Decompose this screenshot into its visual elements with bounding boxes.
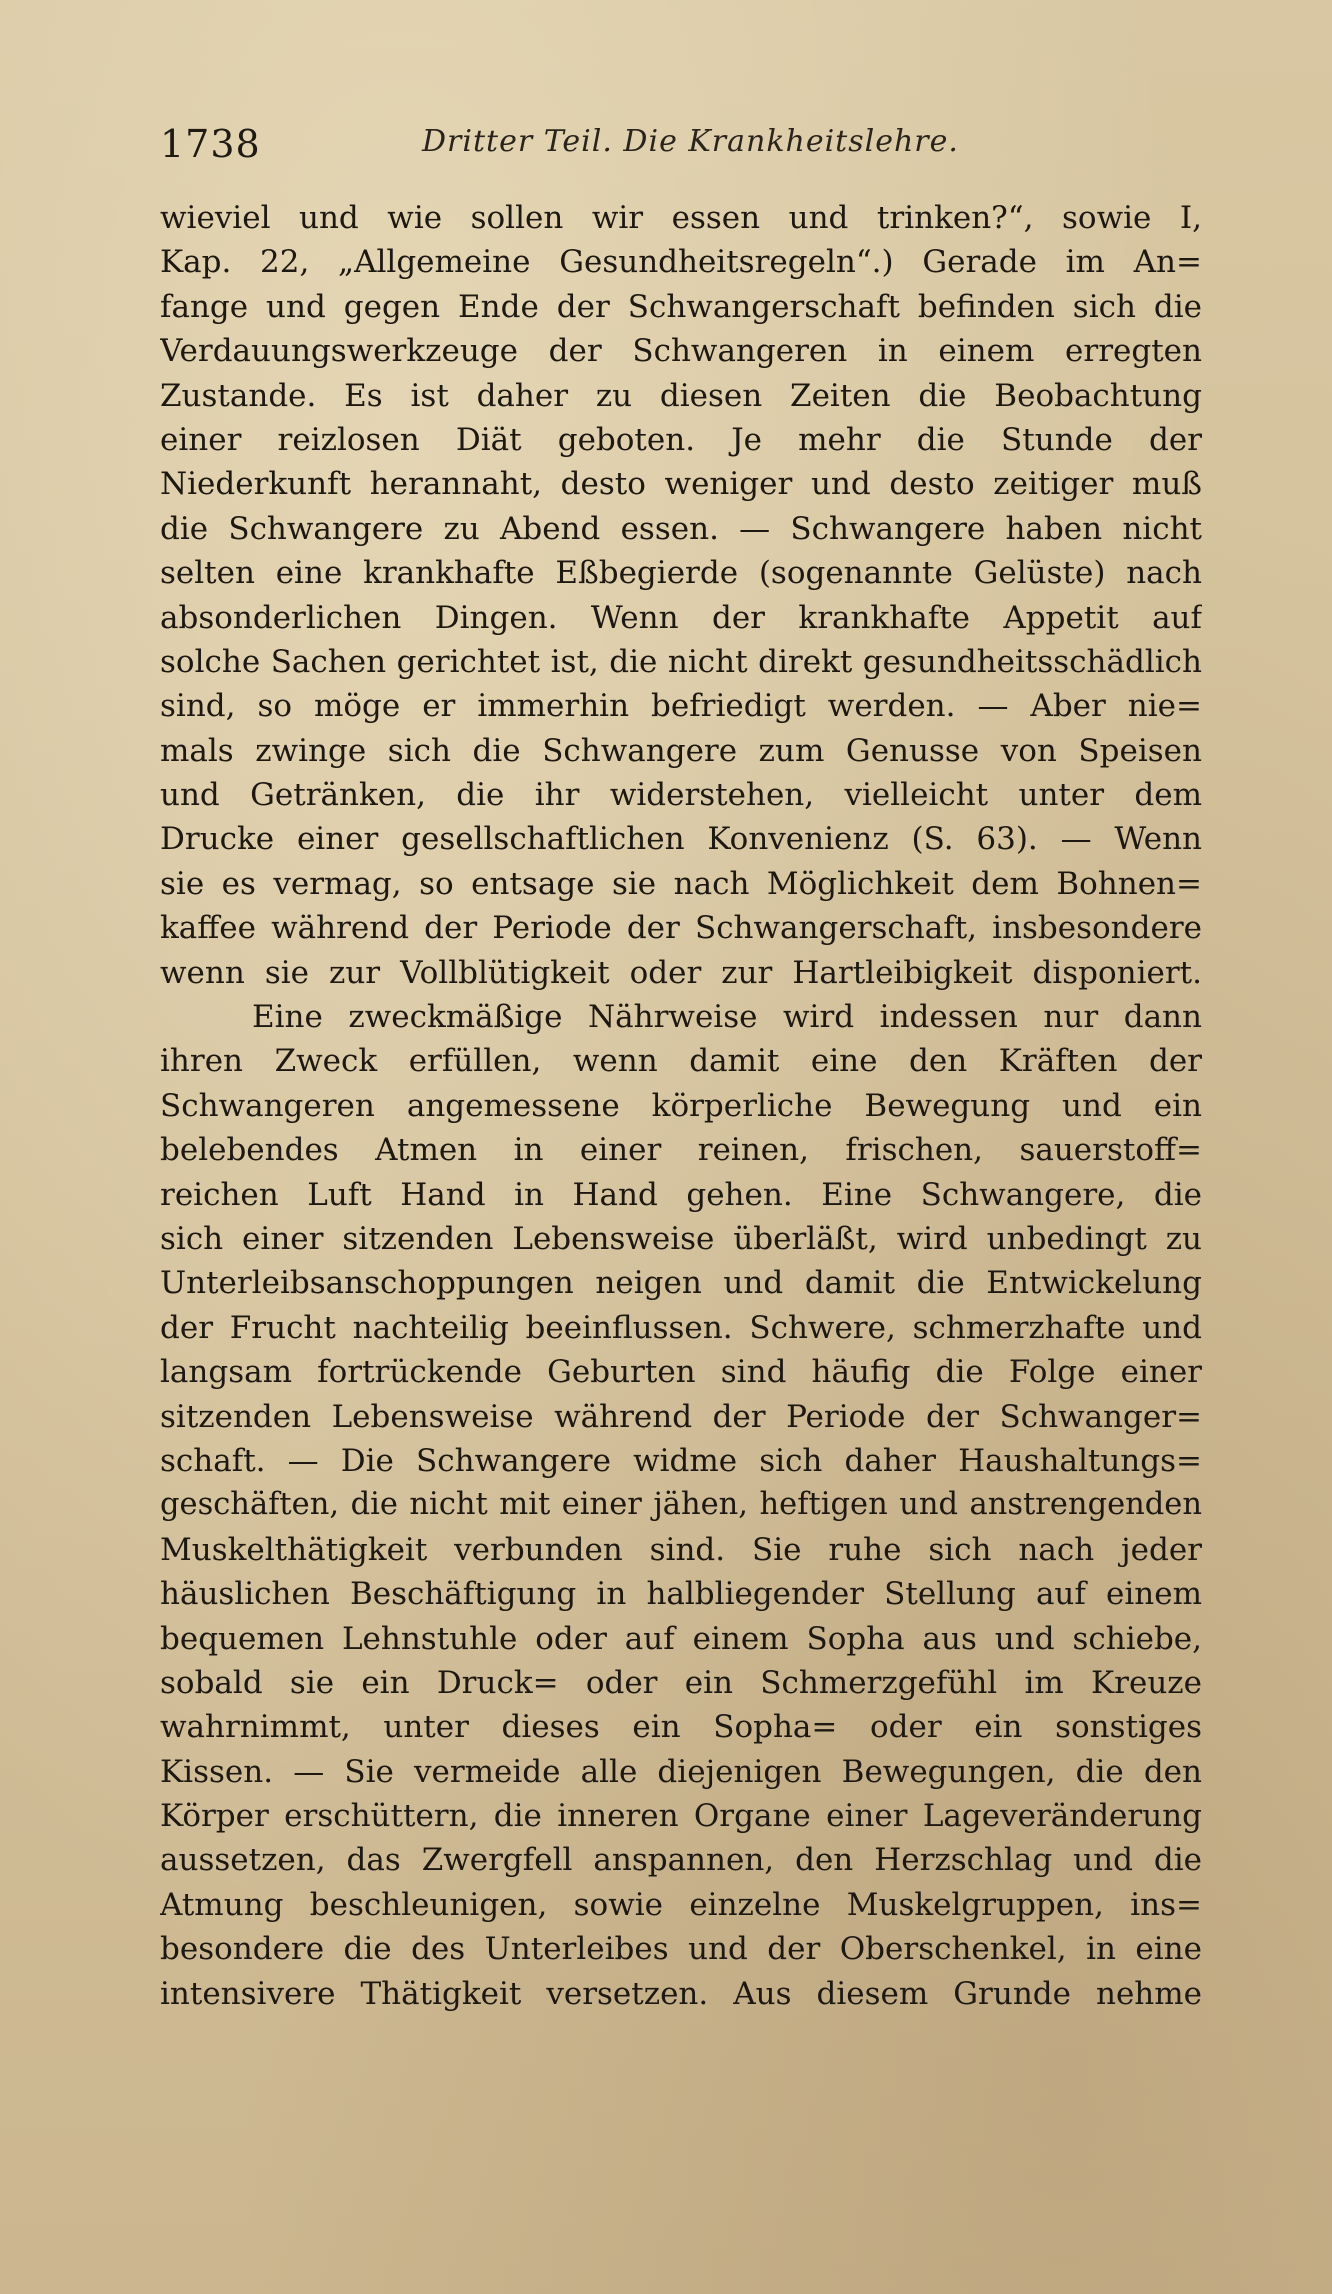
text-line: reichen Luft Hand in Hand gehen. Eine Schwangere, die: [160, 1176, 1202, 1213]
text-line: sobald sie ein Druck= oder ein Schmerzgefühl im Kreuze: [160, 1664, 1202, 1701]
text-line: sitzenden Lebensweise während der Periode der Schwanger=: [160, 1398, 1202, 1435]
text-line: Verdauungswerkzeuge der Schwangeren in einem erregten: [160, 333, 1202, 370]
text-line: belebendes Atmen in einer reinen, frischen, sauerstoff=: [160, 1132, 1202, 1169]
text-line: wahrnimmt, unter dieses ein Sopha= oder ein sonstiges: [160, 1709, 1202, 1746]
text-line: absonderlichen Dingen. Wenn der krankhafte Appetit auf: [160, 599, 1202, 636]
text-line: geschäften, die nicht mit einer jähen, heftigen und anstrengenden: [160, 1487, 1202, 1523]
text-line: Schwangeren angemessene körperliche Bewegung und ein: [160, 1087, 1202, 1124]
paragraph-start-line: Eine zweckmäßige Nährweise wird indessen nur dann: [252, 999, 1202, 1036]
text-line: Körper erschüttern, die inneren Organe einer Lageveränderung: [160, 1798, 1202, 1835]
text-line: selten eine krankhafte Eßbegierde (sogenannte Gelüste) nach: [160, 555, 1202, 592]
text-line: sind, so möge er immerhin befriedigt werden. — Aber nie=: [160, 688, 1202, 725]
text-line: Unterleibsanschoppungen neigen und damit die Entwickelung: [160, 1265, 1202, 1302]
text-line: Zustande. Es ist daher zu diesen Zeiten die Beobachtung: [160, 377, 1202, 414]
text-line: sie es vermag, so entsage sie nach Möglichkeit dem Bohnen=: [160, 865, 1202, 902]
text-line: mals zwinge sich die Schwangere zum Genusse von Speisen: [160, 732, 1202, 769]
text-line: ihren Zweck erfüllen, wenn damit eine den Kräften der: [160, 1043, 1202, 1080]
text-line: Kap. 22, „Allgemeine Gesundheitsregeln“.) Gerade im An=: [160, 244, 1202, 281]
text-line: bequemen Lehnstuhle oder auf einem Sopha aus und schiebe,: [160, 1620, 1202, 1657]
running-head: Dritter Teil. Die Krankheitslehre.: [422, 124, 959, 159]
text-line: kaffee während der Periode der Schwangerschaft, insbesondere: [160, 910, 1202, 947]
text-line: Muskelthätigkeit verbunden sind. Sie ruhe sich nach jeder: [160, 1531, 1202, 1568]
paragraph-end-line: wenn sie zur Vollblütigkeit oder zur Hartleibigkeit disponiert.: [160, 954, 1202, 991]
text-line: einer reizlosen Diät geboten. Je mehr die Stunde der: [160, 421, 1202, 458]
text-line: aussetzen, das Zwergfell anspannen, den Herzschlag und die: [160, 1842, 1202, 1879]
body-text: [160, 196, 1202, 2016]
text-line: besondere die des Unterleibes und der Oberschenkel, in eine: [160, 1931, 1202, 1968]
text-line: und Getränken, die ihr widerstehen, vielleicht unter dem: [160, 777, 1202, 814]
text-line: Kissen. — Sie vermeide alle diejenigen Bewegungen, die den: [160, 1753, 1202, 1790]
text-line: die Schwangere zu Abend essen. — Schwangere haben nicht: [160, 510, 1202, 547]
text-line: wieviel und wie sollen wir essen und trinken?“, sowie I,: [160, 200, 1202, 236]
text-line: häuslichen Beschäftigung in halbliegender Stellung auf einem: [160, 1576, 1202, 1613]
text-line: solche Sachen gerichtet ist, die nicht direkt gesundheitsschädlich: [160, 643, 1202, 680]
page-number: 1738: [160, 122, 261, 166]
text-line: Niederkunft herannaht, desto weniger und desto zeitiger muß: [160, 466, 1202, 503]
text-line: der Frucht nachteilig beeinflussen. Schwere, schmerzhafte und: [160, 1309, 1202, 1346]
text-line: fange und gegen Ende der Schwangerschaft befinden sich die: [160, 288, 1202, 325]
page-header: [160, 118, 1202, 178]
text-line: sich einer sitzenden Lebensweise überläßt, wird unbedingt zu: [160, 1220, 1202, 1257]
text-line: intensivere Thätigkeit versetzen. Aus diesem Grunde nehme: [160, 1975, 1202, 2012]
text-line: Drucke einer gesellschaftlichen Konvenienz (S. 63). — Wenn: [160, 821, 1202, 858]
text-line: Atmung beschleunigen, sowie einzelne Muskelgruppen, ins=: [160, 1886, 1202, 1923]
text-line: schaft. — Die Schwangere widme sich daher Haushaltungs=: [160, 1442, 1202, 1479]
text-line: langsam fortrückende Geburten sind häufig die Folge einer: [160, 1354, 1202, 1391]
